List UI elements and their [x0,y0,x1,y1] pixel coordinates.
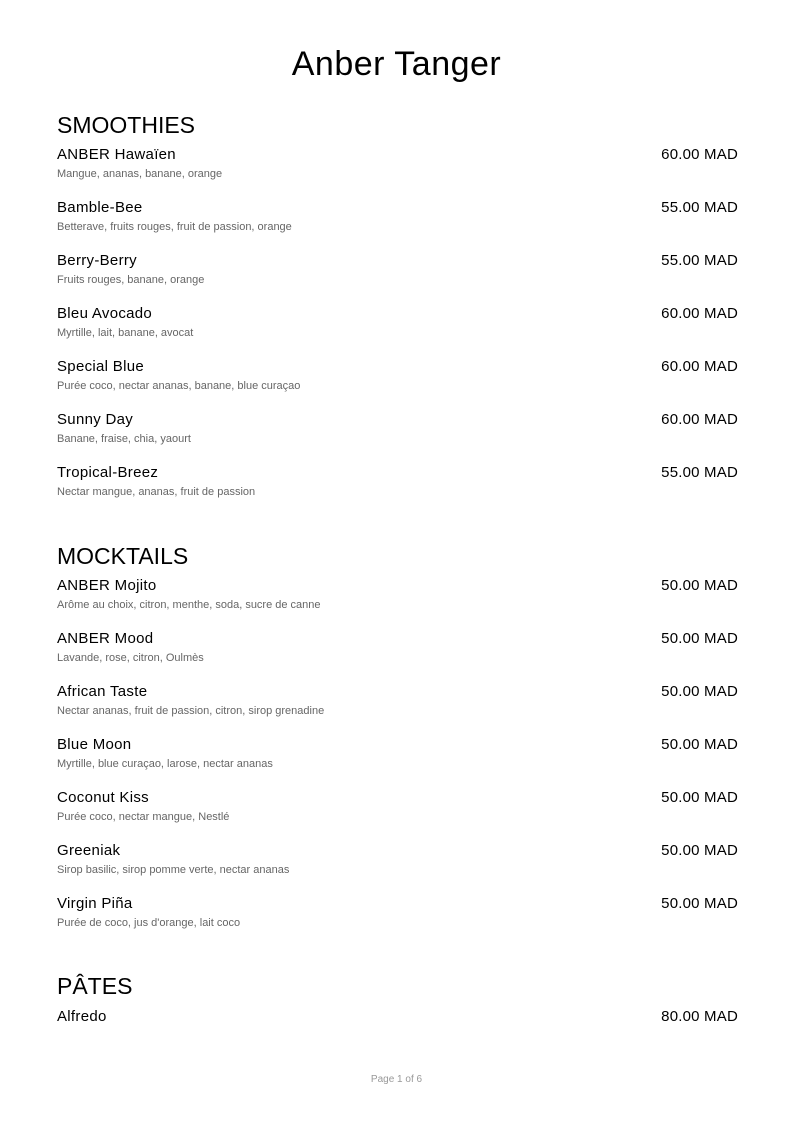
item-name: Special Blue [57,358,144,375]
item-description: Mangue, ananas, banane, orange [57,168,223,180]
item-price: 50.00 MAD [661,630,738,647]
item-price: 50.00 MAD [661,683,738,700]
item-name: ANBER Mood [57,630,154,647]
menu-item [57,628,738,681]
item-description: Myrtille, lait, banane, avocat [57,327,194,339]
item-name: Greeniak [57,842,121,859]
menu-item [57,840,738,893]
section-smoothies [57,110,738,515]
item-name: African Taste [57,683,148,700]
item-name: ANBER Mojito [57,577,157,594]
item-price: 60.00 MAD [661,358,738,375]
page-title: Anber Tanger [291,45,502,83]
menu-item [57,1006,738,1059]
menu-item [57,462,738,515]
item-price: 80.00 MAD [661,1008,738,1025]
section-mocktails [57,541,738,946]
item-price: 60.00 MAD [661,411,738,428]
item-description: Purée coco, nectar mangue, Nestlé [57,811,230,823]
section-heading: PÂTES [57,973,133,999]
item-price: 55.00 MAD [661,252,738,269]
section-heading: SMOOTHIES [57,112,196,138]
item-name: Coconut Kiss [57,789,149,806]
item-price: 50.00 MAD [661,789,738,806]
item-name: Virgin Piña [57,895,133,912]
item-description: Sirop basilic, sirop pomme verte, nectar ananas [57,864,290,876]
menu-item [57,250,738,303]
menu-item [57,356,738,409]
item-price: 60.00 MAD [661,305,738,322]
item-description: Fruits rouges, banane, orange [57,274,205,286]
item-description: Myrtille, blue curaçao, larose, nectar ananas [57,758,273,770]
item-name: Bamble-Bee [57,199,143,216]
menu-item [57,681,738,734]
item-price: 60.00 MAD [661,146,738,163]
menu-item [57,409,738,462]
item-name: Alfredo [57,1008,107,1025]
item-description: Purée de coco, jus d'orange, lait coco [57,917,241,929]
item-name: Tropical-Breez [57,464,159,481]
item-description: Purée coco, nectar ananas, banane, blue curaçao [57,380,301,392]
item-name: ANBER Hawaïen [57,146,176,163]
menu-item [57,144,738,197]
section-pates [57,971,738,1059]
menu-item [57,303,738,356]
menu-item [57,787,738,840]
item-description: Nectar ananas, fruit de passion, citron, sirop grenadine [57,705,325,717]
item-price: 50.00 MAD [661,577,738,594]
item-description: Betterave, fruits rouges, fruit de passion, orange [57,221,292,233]
item-price: 55.00 MAD [661,464,738,481]
item-price: 50.00 MAD [661,842,738,859]
page-number: Page 1 of 6 [370,1074,423,1085]
item-price: 50.00 MAD [661,736,738,753]
item-name: Bleu Avocado [57,305,153,322]
item-name: Sunny Day [57,411,134,428]
item-name: Blue Moon [57,736,132,753]
section-heading: MOCKTAILS [57,543,189,569]
menu-item [57,734,738,787]
item-description: Lavande, rose, citron, Oulmès [57,652,204,664]
item-description: Banane, fraise, chia, yaourt [57,433,191,445]
item-description: Arôme au choix, citron, menthe, soda, sucre de canne [57,599,321,611]
item-price: 55.00 MAD [661,199,738,216]
menu-item [57,575,738,628]
item-name: Berry-Berry [57,252,137,269]
item-price: 50.00 MAD [661,895,738,912]
item-description: Nectar mangue, ananas, fruit de passion [57,486,256,498]
menu-item [57,893,738,946]
menu-item [57,197,738,250]
